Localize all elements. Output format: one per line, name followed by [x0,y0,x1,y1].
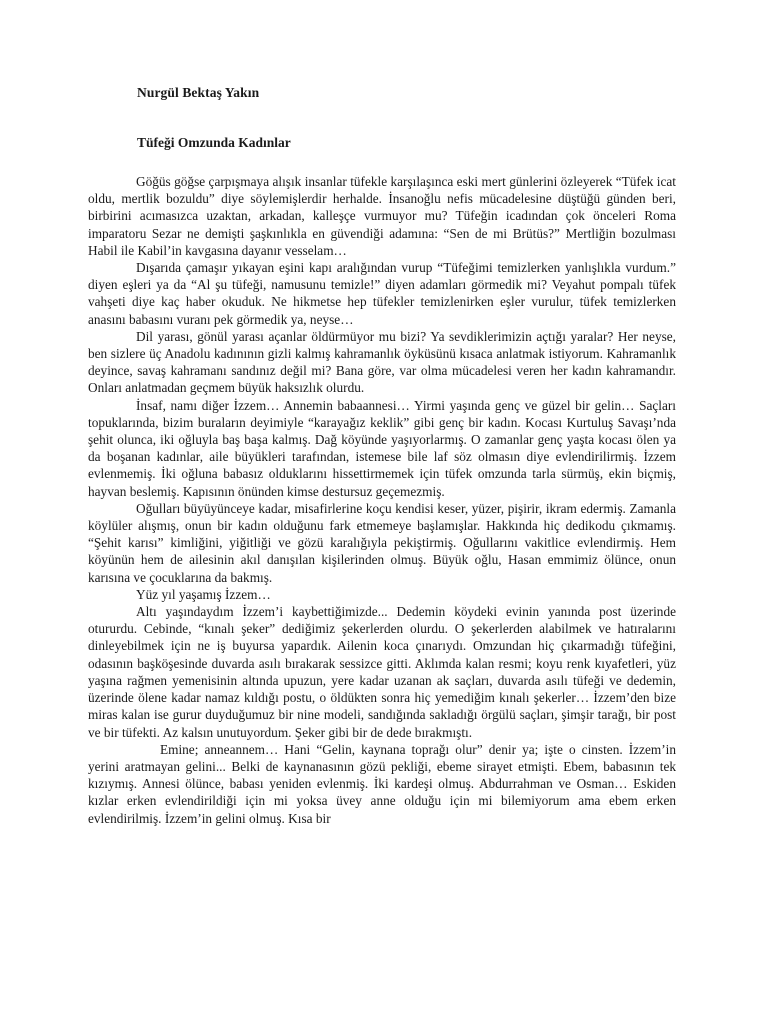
paragraph: İnsaf, namı diğer İzzem… Annemin babaannesi… Yirmi yaşında genç ve güzel bir gelin… Saçları topuklarında, bizim buraların deyimiyle “karayağız keklik” gibi genç bir kadın. Kocası Kurtuluş Savaşı’nda şehit olunca, iki oğluyla baş başa kalmış. Dağ köyünde yaşıyorlarmış. O zamanlar genç yaşta kocası ölen ya da boşanan kadınlar, aile büyükleri tarafından, istemese bile laf söz olmasın diye evlendirilirmiş. İzzem evlenmemiş. İki oğluna babasız olduklarını hissettirmemek için tüfek omzunda tarla sürmüş, ekin biçmiş, hayvan beslemiş. Kapısının önünden kimse destursuz geçemezmiş. [88,397,676,499]
paragraph: Yüz yıl yaşamış İzzem… [136,586,271,602]
paragraph: Dışarıda çamaşır yıkayan eşini kapı aralığından vurup “Tüfeğimi temizlerken yanlışlıkla vurdum.” diyen eşleri ya da “Al şu tüfeği, namusunu temizle!” diyen adamları görmedik mi? Veyahut pompalı tüfek vahşeti diye kaç haber okuduk. Ne hikmetse hep tüfekler temizlenirken eşler vurulur, tüfek temizlerken anasını babasını vuranı pek görmedik ya, neyse… [88,260,676,327]
document-title: Tüfeği Omzunda Kadınlar [137,135,291,150]
paragraph: Göğüs göğse çarpışmaya alışık insanlar tüfekle karşılaşınca eski mert günlerini özleyerek “Tüfek icat oldu, mertlik bozuldu” diye söylemişlerdir herhalde. İnsanoğlu nefis mücadelesine düştüğü günden beri, birbirini acımasızca uzaktan, arkadan, kalleşçe vurmuyor mu? Tüfeğin icadından çok önceleri Roma imparatoru Sezar ne demişti şaşkınlıkla en güvendiği adamına: “Sen de mi Brütüs?” Mertliğin bozulması Habil ile Kabil’in kavgasına dayanır vesselam… [88,174,676,258]
paragraph: Oğulları büyüyünceye kadar, misafirlerine koçu kendisi keser, yüzer, pişirir, ikram edermiş. Zamanla köylüler alışmış, onun bir kadın olduğunu fark etmemeye başlamışlar. Hakkında hiç dedikodu çıkmamış. “Şehit karısı” kimliğini, yiğitliği ve gözü karalığıyla pekiştirmiş. Oğullarını vakitlice evlendirmiş. Hem köyünün hem de ailesinin akıl danışılan kişilerinden olmuş. Büyük oğlu, Hasan emmimiz ölünce, onun karısına ve çocuklarına da bakmış. [88,500,676,585]
author-name: Nurgül Bektaş Yakın [137,85,260,100]
paragraph: Altı yaşındaydım İzzem’i kaybettiğimizde... Dedemin köydeki evinin yanında post üzerinde otururdu. Cebinde, “kınalı şeker” dediğimiz şekerlerden olurdu. O şekerlerden alabilmek ve hatıralarını dinleyebilmek için ne iş buyursa yapardık. Ailenin koca çınarıydı. Omzundan hiç çıkarmadığı tüfeğini, odasının başköşesinde duvarda asılı bırakarak sessizce gitti. Aklımda kalan resmi; koyu renk kıyafetleri, yüz yaşına rağmen yemenisinin altında upuzun, yere kadar uzanan ak saçları, duvarda asılı tüfeği ve dedemin, üzerinde ölene kadar namaz kıldığı postu, o öldükten sonra hiç yemediğim kınalı şekerler… İzzem’den bize miras kalan ise gurur duyduğumuz bir nine modeli, sandığında sakladığı örgülü saçları, şimşir tarağı, bir post ve bir tüfekti. Az kalsın unutuyordum. Şeker gibi bir de dede bırakmıştı. [88,604,676,740]
paragraph: Dil yarası, gönül yarası açanlar öldürmüyor mu bizi? Ya sevdiklerimizin açtığı yaralar? Her neyse, ben sizlere üç Anadolu kadınının gizli kalmış kahramanlık öyküsünü kısaca anlatmak istiyorum. Kahramanlık deyince, savaş kahramanı sandınız değil mi? Bana göre, var olma mücadelesi veren her kadın kahramandır. Onları anlatmadan geçmem büyük haksızlık olurdu. [88,328,676,396]
document-body [88,173,676,827]
paragraph: Emine; anneannem… Hani “Gelin, kaynana toprağı olur” denir ya; işte o cinsten. İzzem’in yerini aratmayan gelini... Belki de kaynanasının gözü pekliği, ebeme sirayet etmişti. Ebem, babasının tek kızıymış. Annesi ölünce, babası yeniden evlenmiş. İki kardeşi olmuş. Abdurrahman ve Osman… Eskiden kızlar erken evlendirildiği için mi yoksa üvey anne olduğu için mi bilemiyorum ama ebem erken evlendirilmiş. İzzem’in gelini olmuş. Kısa bir [88,741,676,826]
